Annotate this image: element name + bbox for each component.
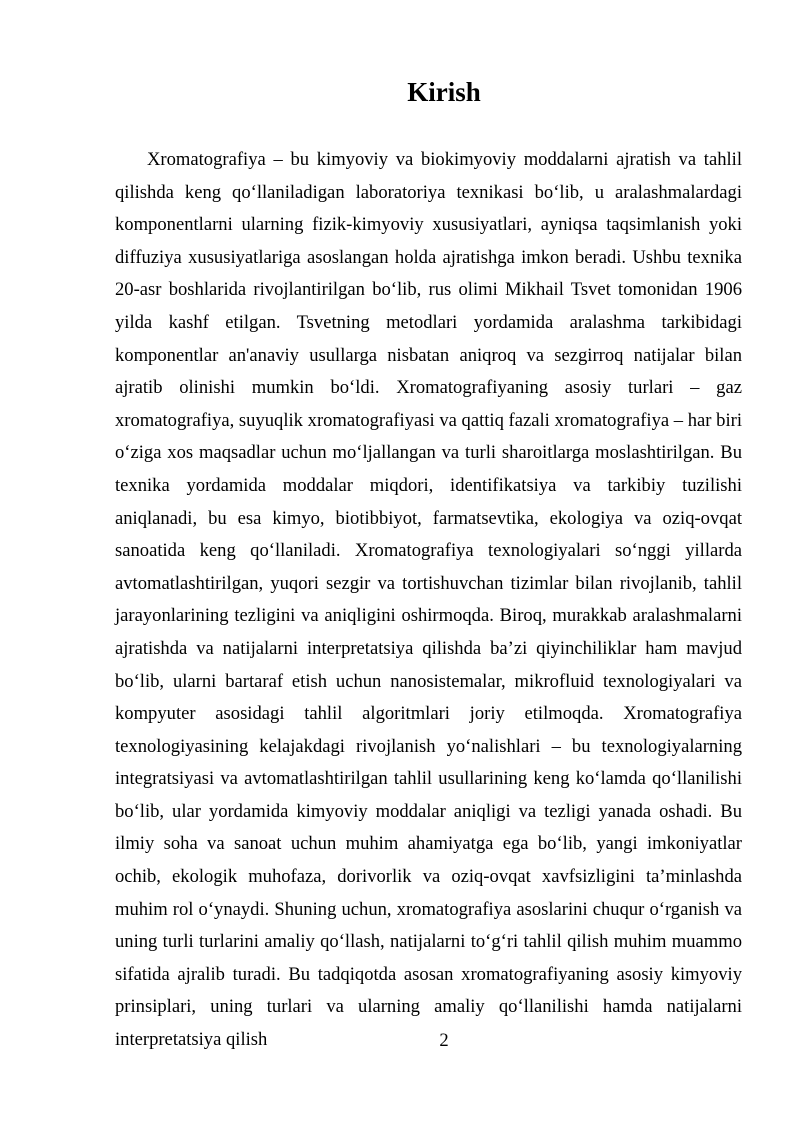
page-number: 2 <box>439 1030 449 1051</box>
body-paragraph: Xromatografiya – bu kimyoviy va biokimyoviy moddalarni ajratish va tahlil qilishda keng qo‘llaniladigan laboratoriya texnikasi bo‘lib, u aralashmalardagi komponentlarni ularning fizik-kimyoviy xususiyatlari, ayniqsa taqsimlanish yoki diffuziya xususiyatlariga asoslangan holda ajratishga imkon beradi. Ushbu texnika 20-asr boshlarida rivojlantirilgan bo‘lib, rus olimi Mikhail Tsvet tomonidan 1906 yilda kashf etilgan. Tsvetning metodlari yordamida aralashma tarkibidagi komponentlar an'anaviy usullarga nisbatan aniqroq va sezgirroq natijalar bilan ajratib olinishi mumkin bo‘ldi. Xromatografiyaning asosiy turlari – gaz xromatografiya, suyuqlik xromatografiyasi va qattiq fazali xromatografiya – har biri o‘ziga xos maqsadlar uchun mo‘ljallangan va turli sharoitlarga moslashtirilgan. Bu texnika yordamida moddalar miqdori, identifikatsiya va tarkibiy tuzilishi aniqlanadi, bu esa kimyo, biotibbiyot, farmatsevtika, ekologiya va oziq-ovqat sanoatida keng qo‘llaniladi. Xromatografiya texnologiyalari so‘nggi yillarda avtomatlashtirilgan, yuqori sezgir va tortishuvchan tizimlar bilan rivojlanib, tahlil jarayonlarining tezligini va aniqligini oshirmoqda. Biroq, murakkab aralashmalarni ajratishda va natijalarni interpretatsiya qilishda ba’zi qiyinchiliklar ham mavjud bo‘lib, ularni bartaraf etish uchun nanosistemalar, mikrofluid texnologiyalari va kompyuter asosidagi tahlil algoritmlari joriy etilmoqda. Xromatografiya texnologiyasining kelajakdagi rivojlanish yo‘nalishlari – bu texnologiyalarning integratsiyasi va avtomatlashtirilgan tahlil usullarining keng ko‘lamda qo‘llanilishi bo‘lib, ular yordamida kimyoviy moddalar aniqligi va tezligi yanada oshadi. Bu ilmiy soha va sanoat uchun muhim ahamiyatga ega bo‘lib, yangi imkoniyatlar ochib, ekologik muhofaza, dorivorlik va oziq-ovqat xavfsizligini ta’minlashda muhim rol o‘ynaydi. Shuning uchun, xromatografiya asoslarini chuqur o‘rganish va uning turli turlarini amaliy qo‘llash, natijalarni to‘g‘ri tahlil qilish muhim muammo sifatida ajralib turadi. Bu tadqiqotda asosan xromatografiyaning asosiy kimyoviy prinsiplari, uning turlari va ularning amaliy qo‘llanilishi hamda natijalarni interpretatsiya qilish <box>115 149 742 1051</box>
page-title: Kirish <box>407 77 481 107</box>
